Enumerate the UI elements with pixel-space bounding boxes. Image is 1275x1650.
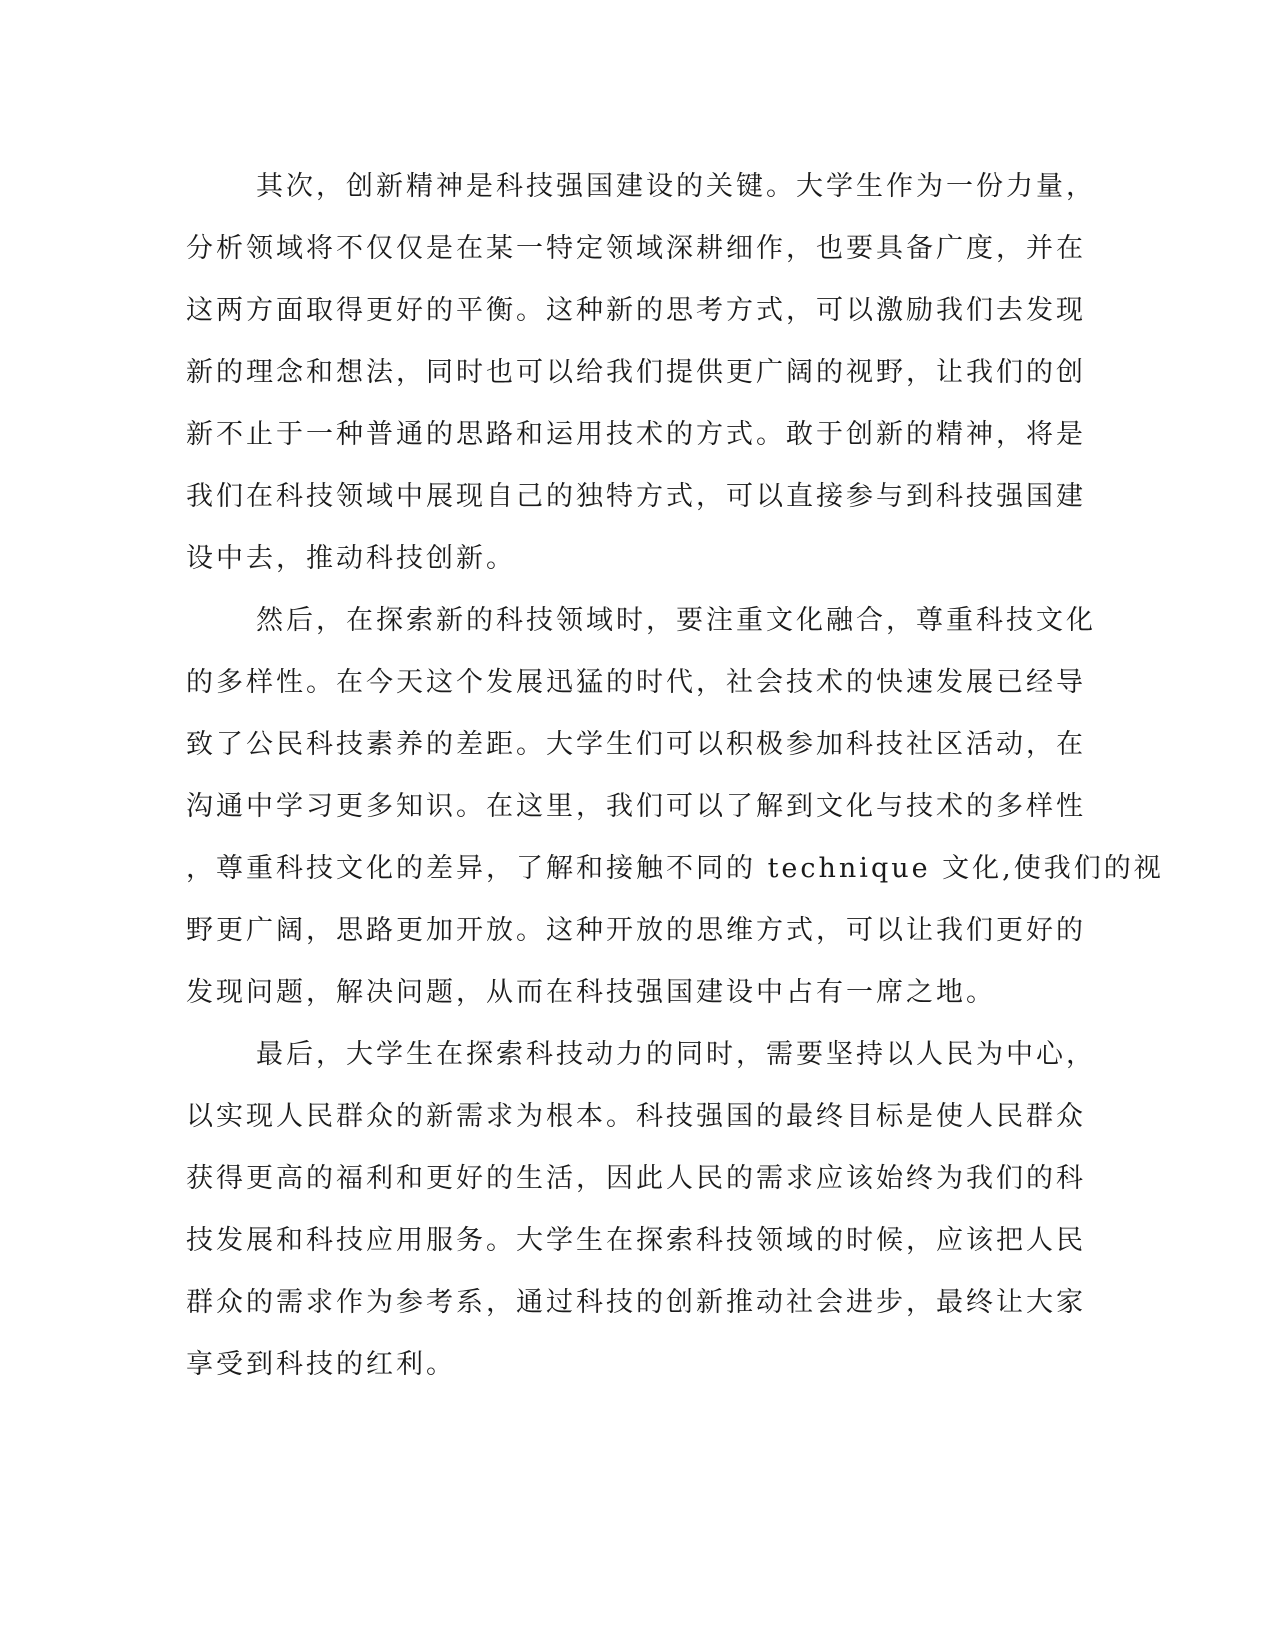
paragraph-line: 发现问题，解决问题，从而在科技强国建设中占有一席之地。 [186, 977, 996, 1008]
paragraph-culture [186, 590, 1164, 1024]
paragraph-line: 然后，在探索新的科技领域时，要注重文化融合，尊重科技文化 [256, 605, 1096, 636]
paragraph-line: 分析领域将不仅仅是在某一特定领域深耕细作，也要具备广度，并在 [186, 233, 1086, 264]
paragraph-line: 以实现人民群众的新需求为根本。科技强国的最终目标是使人民群众 [186, 1101, 1086, 1132]
document-body [186, 156, 1164, 1396]
paragraph-line: 其次，创新精神是科技强国建设的关键。大学生作为一份力量， [256, 171, 1096, 202]
paragraph-line: 的多样性。在今天这个发展迅猛的时代，社会技术的快速发展已经导 [186, 667, 1086, 698]
paragraph-line: 我们在科技领域中展现自己的独特方式，可以直接参与到科技强国建 [186, 481, 1086, 512]
paragraph-line: 技发展和科技应用服务。大学生在探索科技领域的时候，应该把人民 [186, 1225, 1086, 1256]
paragraph-line: 野更广阔，思路更加开放。这种开放的思维方式，可以让我们更好的 [186, 915, 1086, 946]
paragraph-line: 享受到科技的红利。 [186, 1349, 456, 1380]
paragraph-line: 设中去，推动科技创新。 [186, 543, 516, 574]
paragraph-line: 新的理念和想法，同时也可以给我们提供更广阔的视野，让我们的创 [186, 357, 1086, 388]
paragraph-line: 沟通中学习更多知识。在这里，我们可以了解到文化与技术的多样性 [186, 791, 1086, 822]
paragraph-line: 这两方面取得更好的平衡。这种新的思考方式，可以激励我们去发现 [186, 295, 1086, 326]
paragraph-people [186, 1024, 1096, 1396]
paragraph-line: 新不止于一种普通的思路和运用技术的方式。敢于创新的精神，将是 [186, 419, 1086, 450]
paragraph-line: 最后，大学生在探索科技动力的同时，需要坚持以人民为中心， [256, 1039, 1096, 1070]
paragraph-line: 群众的需求作为参考系，通过科技的创新推动社会进步，最终让大家 [186, 1287, 1086, 1318]
paragraph-line: 获得更高的福利和更好的生活，因此人民的需求应该始终为我们的科 [186, 1163, 1086, 1194]
paragraph-innovation [186, 156, 1096, 590]
paragraph-line: ，尊重科技文化的差异，了解和接触不同的 technique 文化,使我们的视 [186, 853, 1164, 884]
paragraph-line: 致了公民科技素养的差距。大学生们可以积极参加科技社区活动，在 [186, 729, 1086, 760]
